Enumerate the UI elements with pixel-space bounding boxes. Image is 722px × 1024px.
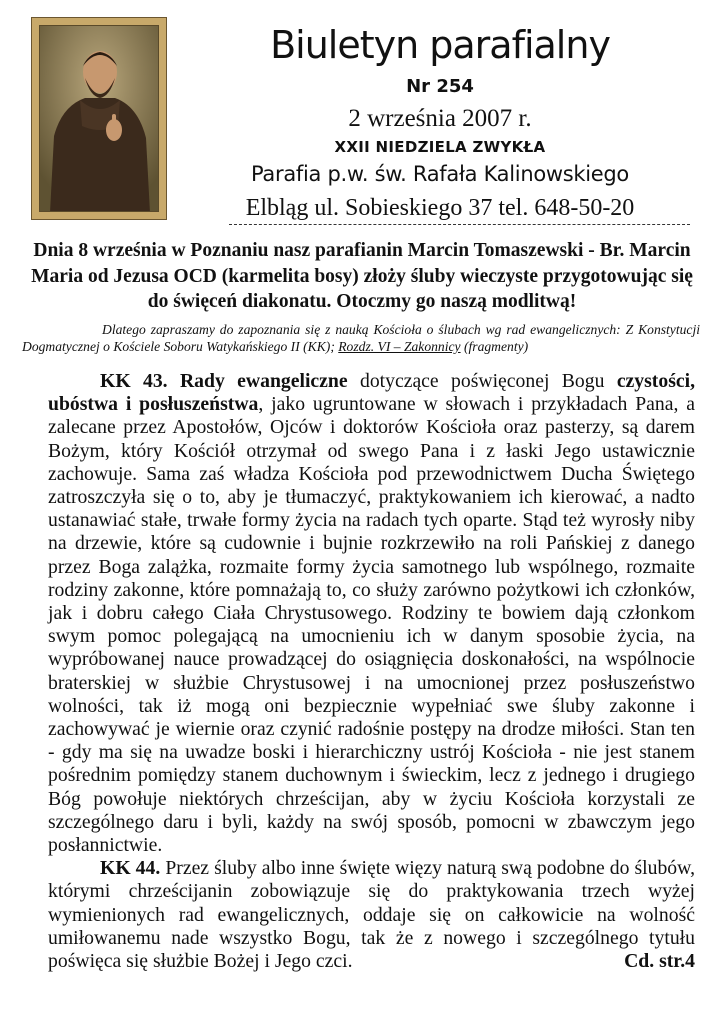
announcement-text: Dnia 8 września w Poznaniu nasz parafianin Marcin Tomaszewski - Br. Marcin Maria od Jezusa OCD (karmelita bosy) złoży śluby wieczyste przygotowując się do święceń diakonatu. Otoczmy go naszą modlitwą! (31, 240, 693, 312)
kk43-part1: dotyczące poświęconej Bogu (359, 370, 605, 392)
intro-text: Dlatego zapraszamy do zapoznania się z nauką Kościoła o ślubach wg rad ewangelicznych: Z Konstytucji Dogmatycznej o Kościele Soboru Watykańskiego II (KK); (22, 322, 700, 354)
kk43-paragraph (48, 370, 695, 857)
intro-note (22, 321, 700, 355)
kk44-paragraph (48, 857, 695, 973)
portrait-canvas (39, 25, 159, 212)
parish-name: Parafia p.w. św. Rafała Kalinowskiego (251, 162, 629, 186)
kk43-label: KK 43. (100, 370, 168, 392)
parish-address: Elbląg ul. Sobieskiego 37 tel. 648-50-20 (245, 195, 635, 221)
issue-date: 2 września 2007 r. (348, 105, 532, 132)
header-divider (229, 224, 690, 225)
liturgical-sunday: XXII NIEDZIELA ZWYKŁA (334, 138, 546, 156)
bulletin-title: Biuletyn parafialny (270, 23, 610, 67)
kk44-text: Przez śluby albo inne święte więzy naturą swą podobne do ślubów, którymi chrześcijanin zobowiązuje się do praktykowania trzech wyżej wymienionych rad ewangelicznych, oddaje się on całkowicie na wolność umiłowanemu nade wszystko Bogu, tak że z nowego i szczególnego tytułu poświęca się służbie Bożej i Jego czci. (48, 857, 696, 973)
saint-figure-illustration (40, 26, 159, 212)
kk44-label: KK 44. (100, 857, 161, 880)
kk43-heading: Rady ewangeliczne (179, 370, 348, 392)
saint-portrait-image (31, 17, 167, 220)
intro-tail: (fragmenty) (463, 339, 529, 354)
kk43-text: , jako ugruntowane w słowach i przykładach Pana, a zalecane przez Apostołów, Ojców i doktorów Kościoła oraz pasterzy, są darem Bożym, który Kościół otrzymał od swego Pana i z łaski Jego ustawicznie zachowuje. Sama zaś władza Kościoła pod przewodnictwem Ducha Świętego zatroszczyła się o to, aby je tłumaczyć, praktykowaniem ich kierować, a nadto ustanawiać stałe, trwałe formy życia na radach tych oparte. Stąd też wyrosły niby na drzewie, które są cudownie i bujnie rozkrzewiło na roli Pańskiej z danego przez Boga zalążka, rozmaite formy życia samotnego lub wspólnego, rozmaite rodziny zakonne, które pomnażają to, co służy zarówno pożytkowi ich członków, jak i dobru całego Ciała Chrystusowego. Rodziny te bowiem dają członkom swym pomoc polegającą na umocnieniu ich w danym sposobie życia, na wypróbowanej nauce prowadzącej do osiągnięcia doskonałości, na wspólnocie braterskiej w służbie Chrystusowej i na umocnionej przez posłuszeństwo wolności, tak iż mogą oni bezpiecznie wypełniać swe śluby zakonne i zachowywać je wiernie oraz czynić radośnie postępy na drodze miłości. Stan ten - gdy ma się na uwadze boski i hierarchiczny ustrój Kościoła - nie jest stanem pośrednim pomiędzy stanem duchownym i świeckim, lecz z jednego i drugiego Bóg powołuje niektórych chrześcijan, aby w życiu Kościoła korzystali ze szczególnego daru i byli, każdy na swój sposób, pomocni w zbawczym jego posłannictwie. (48, 393, 695, 857)
kk43-counsels: czystości, ubóstwa i posłuszeństwa (48, 370, 695, 416)
intro-chapter-ref: Rozdz. VI – Zakonnicy (338, 339, 461, 354)
article-body (48, 370, 695, 973)
issue-number: Nr 254 (406, 76, 474, 97)
continued-on-page: Cd. str.4 (624, 950, 695, 973)
